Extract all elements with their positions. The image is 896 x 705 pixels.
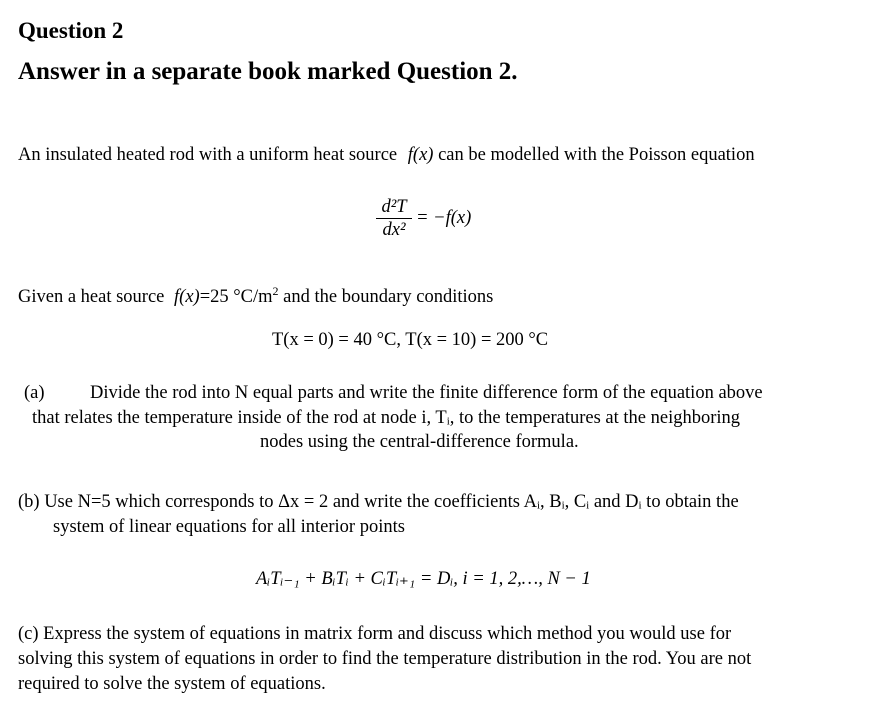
part-c-line2: solving this system of equations in order to find the temperature distribution in the rod. You are not [18,649,752,669]
instruction-heading: Answer in a separate book marked Question 2. [18,58,518,85]
part-c-line3: required to solve the system of equations. [18,674,326,694]
part-a-line1: Divide the rod into N equal parts and write the finite difference form of the equation above [90,383,763,403]
part-b-line2: system of linear equations for all interior points [53,517,405,537]
intro-fx: f(x) [407,145,434,165]
part-a-line3: nodes using the central-difference formula. [260,432,579,452]
poisson-equation [376,196,471,241]
part-a-label: (a) [24,383,45,403]
part-c-line1: (c) Express the system of equations in matrix form and discuss which method you would use for [18,624,732,644]
part-a-line2: that relates the temperature inside of the rod at node i, Tᵢ, to the temperatures at the neighboring [32,408,741,428]
intro-line [18,145,755,166]
intro-end: can be modelled with the Poisson equation [438,145,755,165]
given-fx: f(x) [174,287,200,308]
poisson-denominator: dx² [382,220,406,240]
given-line [18,284,493,308]
given-prefix: Given a heat source [18,287,165,308]
poisson-fraction [376,196,412,241]
intro-text: An insulated heated rod with a uniform heat source [18,145,398,165]
given-suffix: and the boundary conditions [283,287,494,308]
given-square: 2 [272,284,279,298]
linear-system-equation: AᵢTᵢ₋₁ + BᵢTᵢ + CᵢTᵢ₊₁ = Dᵢ, i = 1, 2,…, N − 1 [256,569,591,589]
poisson-rhs: = −f(x) [416,208,472,228]
question-heading: Question 2 [18,18,124,43]
given-value: =25 °C/m [199,287,273,308]
part-b-line1: (b) Use N=5 which corresponds to Δx = 2 and write the coefficients Aᵢ, Bᵢ, Cᵢ and Dᵢ to obtain the [18,492,739,512]
boundary-conditions: T(x = 0) = 40 °C, T(x = 10) = 200 °C [272,330,549,350]
poisson-numerator: d²T [381,197,407,217]
